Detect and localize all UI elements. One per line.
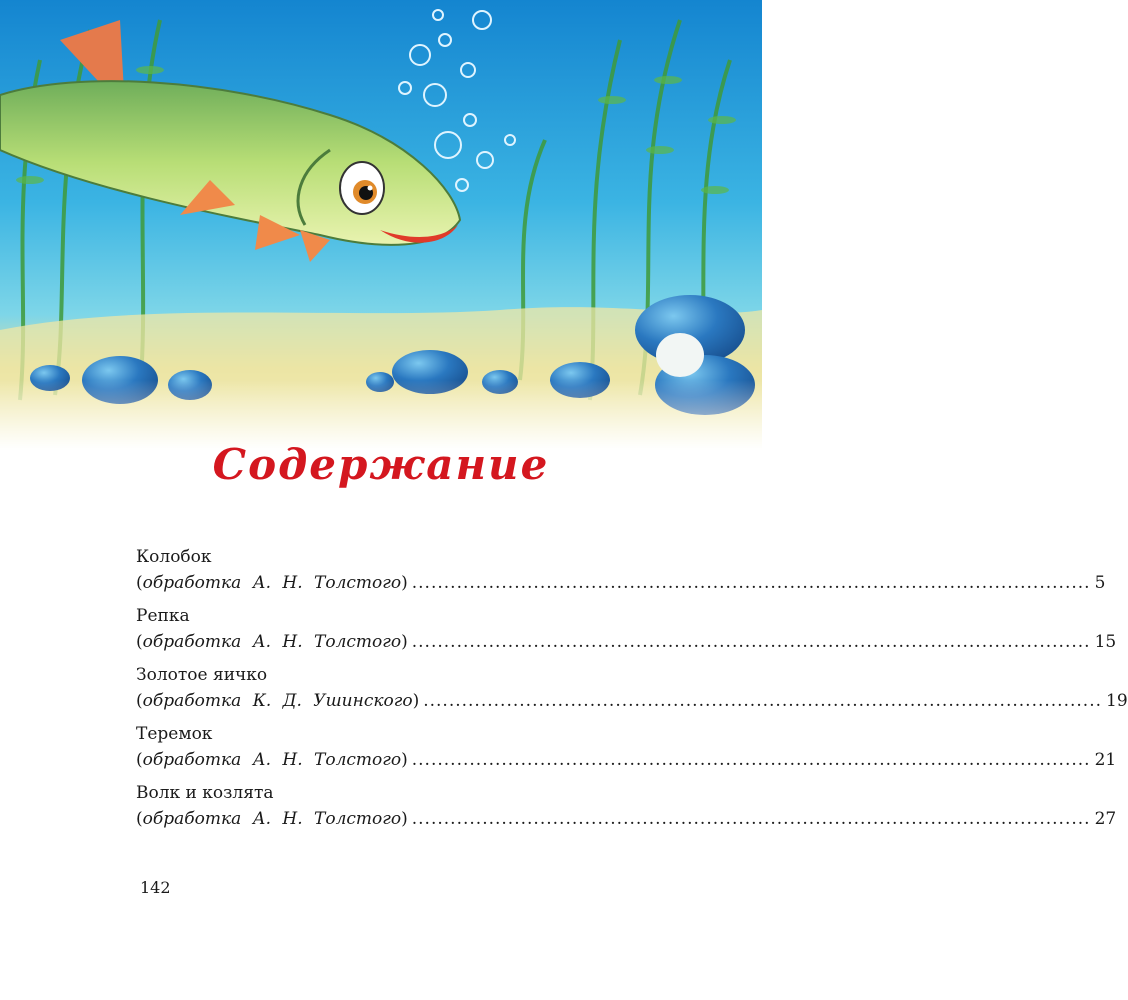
toc-page-number: 19: [1106, 691, 1128, 711]
toc-leader-dots: ..........................................................................................................: [423, 691, 1103, 711]
underwater-scene: [0, 0, 762, 450]
toc-credit: (обработка А. Н. Толстого): [136, 809, 408, 829]
toc-entry[interactable]: [136, 603, 1117, 655]
toc-leader-dots: ..........................................................................................................: [411, 809, 1091, 829]
table-of-contents: [136, 544, 1128, 839]
toc-entry[interactable]: [136, 544, 1106, 596]
toc-page-number: 21: [1094, 750, 1117, 770]
toc-entry[interactable]: [136, 721, 1117, 773]
toc-title: Золотое яичко: [136, 665, 268, 685]
toc-leader-dots: ..........................................................................................................: [411, 573, 1091, 593]
toc-title: Репка: [136, 606, 190, 626]
toc-entry[interactable]: [136, 780, 1117, 832]
toc-page-number: 15: [1094, 632, 1117, 652]
toc-page-number: 27: [1094, 809, 1117, 829]
page-number: 142: [140, 878, 171, 897]
toc-title: Волк и козлята: [136, 783, 274, 803]
page-title: Содержание: [212, 440, 550, 489]
toc-title: Теремок: [136, 724, 213, 744]
toc-credit: (обработка А. Н. Толстого): [136, 750, 408, 770]
toc-leader-dots: ..........................................................................................................: [411, 632, 1091, 652]
toc-page-number: 5: [1094, 573, 1106, 593]
toc-credit: (обработка К. Д. Ушинского): [136, 691, 420, 711]
toc-leader-dots: ..........................................................................................................: [411, 750, 1091, 770]
header-illustration: [0, 0, 762, 450]
toc-title: Колобок: [136, 547, 212, 567]
toc-credit: (обработка А. Н. Толстого): [136, 632, 408, 652]
toc-entry[interactable]: [136, 662, 1128, 714]
toc-credit: (обработка А. Н. Толстого): [136, 573, 408, 593]
